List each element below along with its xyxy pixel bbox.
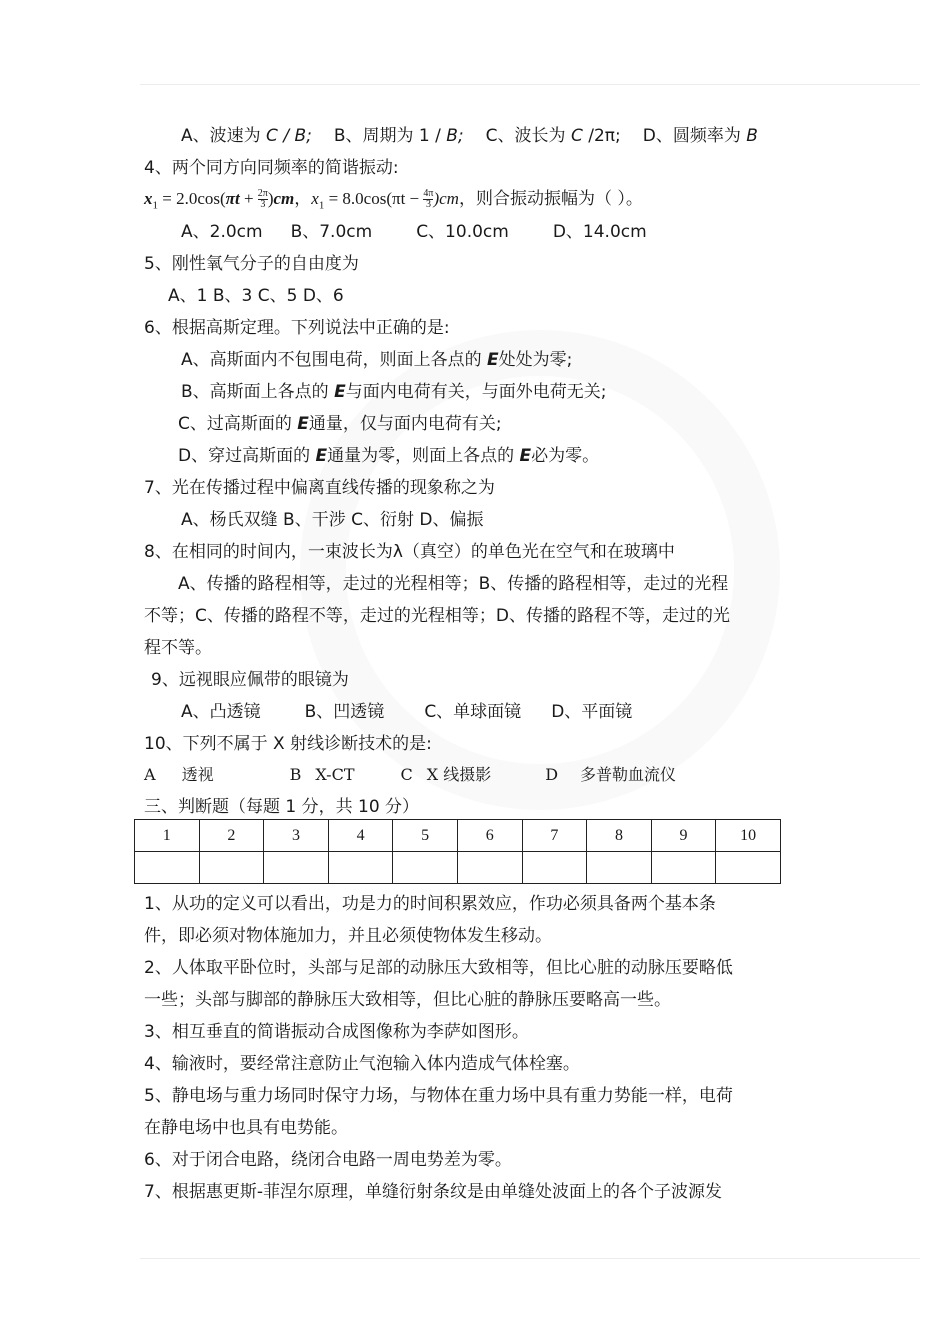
q4-stem: 4、两个同方向同频率的简谐振动: <box>144 158 399 178</box>
q10-option-d-letter: D <box>545 765 559 784</box>
q3-option-d: D、圆频率为 <box>642 126 747 146</box>
q4-option-d: D、14.0cm <box>552 222 647 242</box>
q6-option-b <box>181 380 606 404</box>
q6-option-a-text-2: 处处为零; <box>498 350 573 370</box>
formula-2-fraction-den: 3 <box>425 198 431 210</box>
tf-statement-6: 6、对于闭合电路，绕闭合电路一周电势差为零。 <box>144 1150 512 1170</box>
answer-grid-blank-row <box>135 852 781 884</box>
q3-option-a: A、波速为 <box>181 126 267 146</box>
q4-option-c: C、10.0cm <box>416 222 509 242</box>
formula-1-fraction <box>258 189 268 210</box>
field-e-symbol: E <box>487 350 499 370</box>
answer-grid-header: 1 <box>135 820 200 852</box>
formula-1-plus: + <box>239 189 258 208</box>
tf-statement-2-cont: 一些；头部与脚部的静脉压大致相等，但比心脏的静脉压要略高一些。 <box>144 990 671 1010</box>
formula-2-close: )cm <box>433 189 459 208</box>
formula-2-fraction <box>423 189 433 210</box>
answer-cell[interactable] <box>522 852 587 884</box>
answer-grid <box>134 819 781 884</box>
tf-statement-7: 7、根据惠更斯-菲涅尔原理，单缝衍射条纹是由单缝处波面上的各个子波源发 <box>144 1182 722 1202</box>
tf-statement-4: 4、输液时，要经常注意防止气泡输入体内造成气体栓塞。 <box>144 1054 580 1074</box>
q5-options: A、1 B、3 C、5 D、6 <box>168 286 344 306</box>
field-e-symbol: E <box>297 414 309 434</box>
answer-cell[interactable] <box>393 852 458 884</box>
q10-option-b-text: X-CT <box>315 765 355 784</box>
q10-stem: 10、下列不属于 X 射线诊断技术的是: <box>144 734 432 754</box>
q7-options: A、杨氏双缝 B、干涉 C、衍射 D、偏振 <box>181 510 484 530</box>
answer-cell[interactable] <box>328 852 393 884</box>
q7-stem: 7、光在传播过程中偏离直线传播的现象称之为 <box>144 478 495 498</box>
q8-options-line-1: A、传播的路程相等，走过的光程相等；B、传播的路程相等，走过的光程 <box>178 574 729 594</box>
q6-option-c-text-2: 通量，仅与面内电荷有关; <box>308 414 502 434</box>
answer-cell[interactable] <box>651 852 716 884</box>
tf-statement-5: 5、静电场与重力场同时保守力场，与物体在重力场中具有重力势能一样，电荷 <box>144 1086 733 1106</box>
formula-x1-symbol: x <box>144 189 153 208</box>
answer-grid-header: 6 <box>457 820 522 852</box>
q10-option-d-text: 多普勒血流仪 <box>580 765 677 784</box>
answer-cell[interactable] <box>264 852 329 884</box>
tf-statement-1-cont: 件，即必须对物体施加力，并且必须使物体发生移动。 <box>144 926 552 946</box>
answer-grid-header: 9 <box>651 820 716 852</box>
q3-option-a-var: C / B; <box>266 126 312 146</box>
q10-option-c-text: X 线摄影 <box>426 765 492 784</box>
q4-formula-line: $x_1 = 2.0\cos(\pi t$ + $\frac{2\pi}{3}$ )cm，$x_1 = 8.0\cos(\pi t$ − $\frac{4\pi}{3}$ )cm，则合振动振幅为（ ）。 <box>144 187 643 212</box>
formula-2-body: = 8.0cos(πt − <box>324 189 424 208</box>
q10-option-c-letter: C <box>400 765 413 784</box>
answer-grid-header: 8 <box>587 820 652 852</box>
formula-2-fraction-num: 4π <box>423 187 434 199</box>
q10-option-a-text: 透视 <box>181 765 214 784</box>
q6-option-b-text: B、高斯面上各点的 <box>181 382 335 402</box>
q4-option-b: B、7.0cm <box>290 222 373 242</box>
q6-option-b-text-2: 与面内电荷有关，与面外电荷无关; <box>345 382 607 402</box>
q5-stem: 5、刚性氧气分子的自由度为 <box>144 254 359 274</box>
q9-option-d: D、平面镜 <box>551 702 633 722</box>
q3-option-c-suffix: /2π; <box>582 126 621 146</box>
q4-option-a: A、2.0cm <box>181 222 263 242</box>
formula-1-phase-term: πt <box>225 189 240 208</box>
answer-cell[interactable] <box>199 852 264 884</box>
q3-option-c: C、波长为 <box>485 126 571 146</box>
formula-1-fraction-den: 3 <box>260 198 266 210</box>
q6-option-d-text-3: 必为零。 <box>531 446 600 466</box>
formula-x1-subscript: 1 <box>152 199 158 212</box>
q8-options-line-2: 不等；C、传播的路程不等，走过的光程相等；D、传播的路程不等，走过的光 <box>144 606 730 626</box>
answer-grid-header: 10 <box>716 820 781 852</box>
q6-stem: 6、根据高斯定理。下列说法中正确的是: <box>144 318 450 338</box>
q4-options <box>181 220 647 244</box>
q3-option-b: B、周期为 1 / <box>333 126 447 146</box>
q9-option-b: B、凹透镜 <box>304 702 385 722</box>
formula-x2-symbol: x <box>311 189 319 208</box>
q9-option-c: C、单球面镜 <box>424 702 522 722</box>
formula-1-fraction-num: 2π <box>257 187 268 199</box>
q4-ask: ，则合振动振幅为（ ）。 <box>458 189 643 209</box>
q3-option-d-var: B <box>746 126 758 146</box>
answer-grid-header: 5 <box>393 820 458 852</box>
q6-option-d-text: D、穿过高斯面的 <box>178 446 316 466</box>
formula-x2-subscript: 1 <box>318 199 325 212</box>
q6-option-c <box>178 412 502 436</box>
tf-statement-5-cont: 在静电场中也具有电势能。 <box>144 1118 348 1138</box>
q3-options-line <box>181 124 758 148</box>
field-e-symbol: E <box>519 446 532 466</box>
section-3-title: 三、判断题（每题 1 分，共 10 分） <box>144 797 420 817</box>
q6-option-c-text: C、过高斯面的 <box>178 414 298 434</box>
q10-options <box>144 763 676 787</box>
formula-1-amplitude: = 2.0cos( <box>158 189 226 208</box>
field-e-symbol: E <box>315 446 328 466</box>
q3-option-c-var: C <box>570 126 583 146</box>
answer-cell[interactable] <box>457 852 522 884</box>
answer-cell[interactable] <box>135 852 200 884</box>
answer-grid-header: 3 <box>264 820 329 852</box>
formula-1-close: ) <box>267 189 274 208</box>
q3-option-b-var: B; <box>446 126 464 146</box>
q10-option-b-letter: B <box>289 765 302 784</box>
page-top-rule <box>140 84 920 85</box>
tf-statement-3: 3、相互垂直的简谐振动合成图像称为李萨如图形。 <box>144 1022 529 1042</box>
answer-grid-header-row <box>135 820 781 852</box>
q10-option-a-letter: A <box>144 765 156 784</box>
answer-grid-header: 7 <box>522 820 587 852</box>
field-e-symbol: E <box>334 382 346 402</box>
formula-1-unit: cm <box>273 189 295 208</box>
q9-stem: 9、远视眼应佩带的眼镜为 <box>151 670 349 690</box>
answer-grid-header: 4 <box>328 820 393 852</box>
q6-option-a-text: A、高斯面内不包围电荷，则面上各点的 <box>181 350 488 370</box>
q6-option-a <box>181 348 572 372</box>
tf-statement-2: 2、人体取平卧位时，头部与足部的动脉压大致相等，但比心脏的动脉压要略低 <box>144 958 733 978</box>
tf-statement-1: 1、从功的定义可以看出，功是力的时间积累效应，作功必须具备两个基本条 <box>144 894 716 914</box>
q6-option-d <box>178 444 599 468</box>
answer-cell[interactable] <box>716 852 781 884</box>
q8-options-line-3: 程不等。 <box>144 638 212 658</box>
answer-cell[interactable] <box>587 852 652 884</box>
answer-grid-header: 2 <box>199 820 264 852</box>
q6-option-d-text-2: 通量为零，则面上各点的 <box>327 446 520 466</box>
q9-option-a: A、凸透镜 <box>181 702 261 722</box>
q8-stem: 8、在相同的时间内，一束波长为λ（真空）的单色光在空气和在玻璃中 <box>144 542 675 562</box>
q9-options <box>181 700 632 724</box>
page-bottom-rule <box>140 1258 920 1259</box>
